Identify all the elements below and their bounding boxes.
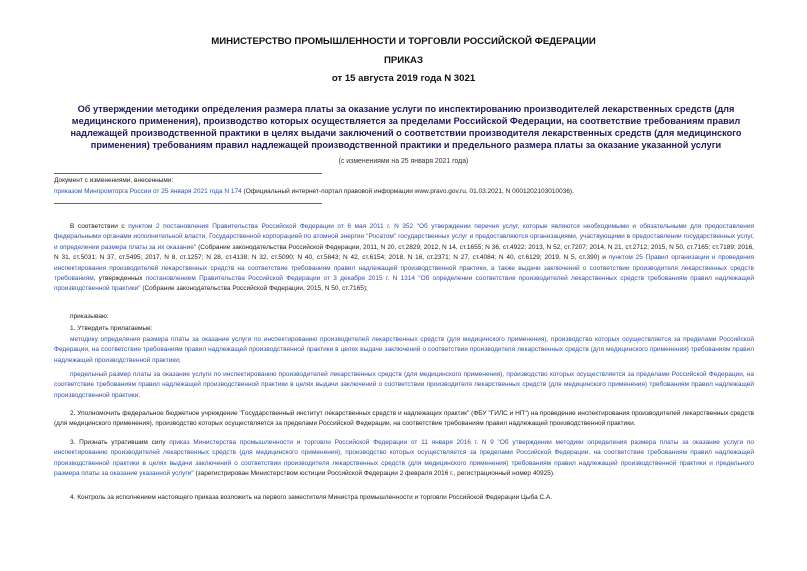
amendments-note: (с изменениями на 25 января 2021 года) <box>338 158 469 165</box>
preamble-link-decree-352[interactable]: пунктом 2 постановления Правительства Российской Федерации от 6 мая 2011 г. N 352 "Об утверждении перечня услуг, которые являются необходимыми и обязательными для предоставления федеральными органами исполнительной власти, Государственной корпорацией по атомной энергии "Росатом" государственных услуг и предоставляются организациями, участвующими в предоставлении государственных услуг, и определении размера платы за их оказание" <box>54 223 754 251</box>
doc-note-label: Документ с изменениями, внесенными: <box>54 177 174 184</box>
order-heading: ПРИКАЗ <box>384 55 423 66</box>
item-1-limit <box>54 370 754 401</box>
doc-note-rest: (Официальный интернет-портал правовой информации www.pravo.gov.ru, 01.03.2021, N 0001202103010036). <box>241 188 574 195</box>
divider-top <box>54 173 322 174</box>
item-1-method <box>54 335 754 366</box>
document-title <box>50 104 762 152</box>
method-tail: ; <box>178 356 181 364</box>
divider-bottom <box>54 203 322 204</box>
preamble-link-rules-25[interactable]: пунктом 25 Правил организации и проведения инспектирования производителей лекарственных средств на соответствие требованиям правил надлежащей производственной практики, а также выдачи заключений о соответствии производителя лекарственных средств требованиям <box>54 254 754 283</box>
orders-word: приказываю: <box>70 313 109 320</box>
preamble-paragraph <box>54 222 754 295</box>
item-3-text-1: 3. Признать утратившим силу <box>70 439 170 446</box>
item-4-paragraph: 4. Контроль за исполнением настоящего приказа возложить на первого заместителя Министра промышленности и торговли Российской Федерации Цыба С.А. <box>70 494 553 501</box>
doc-note-link[interactable]: приказом Минпромторга России от 25 января 2021 года N 174 <box>54 188 242 195</box>
limit-link[interactable]: предельный размер платы за оказание услуги по инспектированию производителей лекарственных средств (для медицинского применения), производство которых осуществляется за пределами Российской Федерации, на соответствие требованиям правил надлежащей производственной практики в целях выдачи заключений о соответствии производителя лекарственных средств (для медицинского применения) требованиям правил надлежащей производственной практики <box>54 371 754 399</box>
preamble-text-2: (Собрание законодательства Российской Федерации, 2011, N 20, ст.2829; 2012, N 14, ст.1655; N 36, ст.4922; 2013, N 52, ст.7207; 2014, N 21, ст.2712; 2015, N 50, ст.7165; ст.7189; 2016, N 31, ст.5031; N 37, ст.5495; 2017, N 8, ст.1257; N 28, ст.4138; N 32, ст.5090; N 40, ст.5843; N 42, ст.6154; 2018, N 16, ст.2371; N 27, ст.4084; N 40, ст.6129; 2019, N 5, ст.390) и <box>54 243 754 262</box>
doc-note <box>54 188 574 195</box>
method-link[interactable]: методику определения размера платы за оказание услуги по инспектированию производителей лекарственных средств (для медицинского применения), производство которых осуществляется за пределами Российской Федерации, на соответствие требованиям правил надлежащей производственной практики в целях выдачи заключений о соответствии производителя лекарственных средств (для медицинского применения) требованиям правил надлежащей производственной практики <box>54 336 754 364</box>
ministry-heading: МИНИСТЕРСТВО ПРОМЫШЛЕННОСТИ И ТОРГОВЛИ РОССИЙСКОЙ ФЕДЕРАЦИИ <box>211 36 596 47</box>
item-3-link[interactable]: приказ Министерства промышленности и торговли Российской Федерации от 11 января 2016 г. N 9 "Об утверждении методики определения размера платы за оказание услуги по инспектированию производителей лекарственных средств (для медицинского применения), производство которых осуществляется за пределами Российской Федерации, на соответствие требованиям правил надлежащей производственной практики в целях выдачи заключений о соответствии производителя лекарственных средств (для медицинского применения) требованиям правил надлежащей производственной практики и предельного размера платы за оказание указанной услуги" <box>54 439 754 478</box>
item-3-text-2: (зарегистрирован Министерством юстиции Российской Федерации 2 февраля 2016 г., регистрационный номер 40925). <box>193 470 555 478</box>
title-link[interactable]: методики определения размера платы за оказание услуги по инспектированию производителей лекарственных средств (для медицинского применения), производство которых осуществляется за пределами Российской Федерации, на соответствие требованиям правил надлежащей производственной практики в целях выдачи заключений о соответствии производителя лекарственных средств (для медицинского применения) требованиям правил надлежащей производственной практики и предельного размера платы за оказание указанной услуги <box>70 104 742 150</box>
item-2-paragraph: 2. Уполномочить федеральное бюджетное учреждение "Государственный институт лекарственных средств и надлежащих практик" (ФБУ "ГИЛС и НП") на проведение инспектирования производителей лекарственных средств (для медицинского применения), производство которых осуществляется за пределами Российской Федерации, на соответствие требованиям правил надлежащей производственной практики. <box>54 410 754 428</box>
title-prefix: Об утверждении <box>77 104 156 114</box>
preamble-text-1: В соответствии с <box>70 223 129 230</box>
limit-tail: . <box>138 391 141 399</box>
order-date: от 15 августа 2019 года N 3021 <box>331 73 476 84</box>
preamble-link-decree-1314[interactable]: постановлением Правительства Российской Федерации от 3 декабря 2015 г. N 1314 "Об определении соответствия производителей лекарственных средств требованиям правил надлежащей производственной практики" <box>54 275 754 293</box>
item-3-paragraph <box>54 438 754 480</box>
preamble-text-3: , утвержденных <box>93 275 146 283</box>
preamble-text-4: (Собрание законодательства Российской Федерации, 2015, N 50, ст.7165); <box>140 285 368 293</box>
item-1-heading: 1. Утвердить прилагаемые: <box>70 325 153 332</box>
